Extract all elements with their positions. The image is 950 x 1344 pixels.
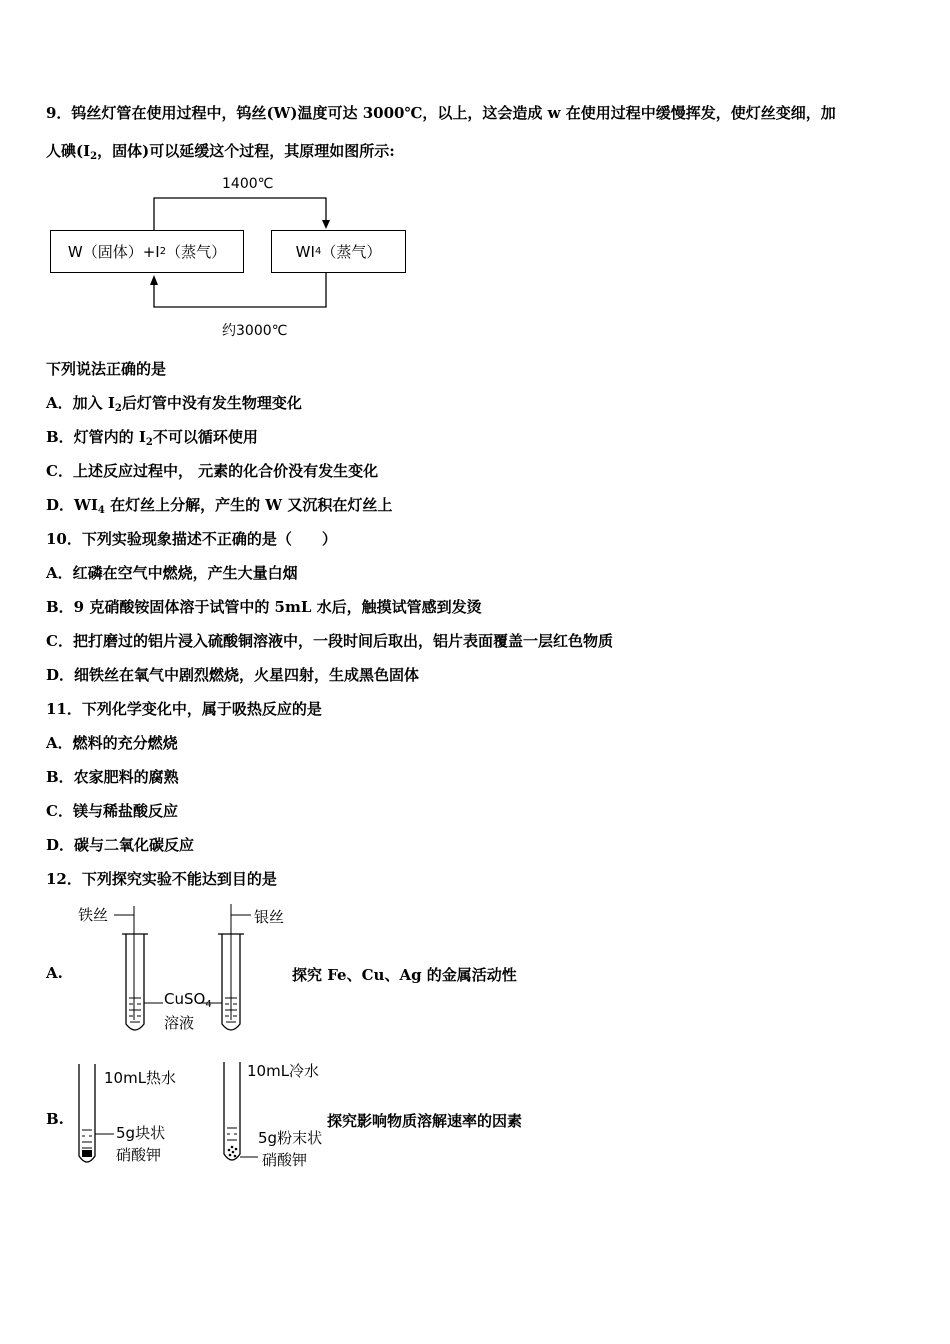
powder-solid: [228, 1146, 238, 1158]
q9-option-c: C．上述反应过程中， 元素的化合价没有发生变化: [46, 462, 379, 480]
q10-option-d: D．细铁丝在氧气中剧烈燃烧，火星四射，生成黑色固体: [46, 666, 420, 684]
lump-solid: [82, 1150, 92, 1157]
q12-option-a-letter: A.: [46, 964, 63, 982]
copper-sulfate-label: CuSO$_4$: [164, 990, 212, 1010]
powder-label: 5g粉末状: [258, 1129, 323, 1147]
product-box: WI 4 （蒸气）: [271, 230, 406, 273]
powder-potassium-nitrate-label: 硝酸钾: [262, 1151, 308, 1169]
q12-option-b-description: 探究影响物质溶解速率的因素: [327, 1112, 523, 1130]
silver-wire-label: 银丝: [254, 908, 285, 926]
hot-tube-outline: [79, 1064, 95, 1162]
q12-stem: 12．下列探究实验不能达到目的是: [46, 870, 277, 888]
q9-text-line2: 人碘($I_2$，固体)可以延缓这个过程，其原理如图所示:: [46, 142, 395, 162]
reactant-box: W（固体）+I 2 （蒸气）: [50, 230, 244, 273]
q11-option-b: B．农家肥料的腐熟: [46, 768, 179, 786]
hot-tube-liquid: [82, 1130, 92, 1148]
q11-option-c: C．镁与稀盐酸反应: [46, 802, 178, 820]
q9-option-a: A．加入 $I_2$后灯管中没有发生物理变化: [46, 394, 302, 414]
lump-label: 5g块状: [116, 1124, 166, 1142]
q11-option-d: D．碳与二氧化碳反应: [46, 836, 195, 854]
q12-option-b-letter: B.: [46, 1110, 64, 1128]
cold-water-label: 10mL冷水: [247, 1062, 320, 1080]
q9-option-d: D．$WI_4$ 在灯丝上分解，产生的 W 又沉积在灯丝上: [46, 496, 393, 516]
q11-option-a: A．燃料的充分燃烧: [46, 734, 178, 752]
q12-option-a-description: 探究 Fe、Cu、Ag 的金属活动性: [292, 966, 517, 984]
bottom-temperature-label: 约3000℃: [222, 323, 288, 339]
solution-label: 溶液: [164, 1014, 195, 1032]
q10-option-a: A．红磷在空气中燃烧，产生大量白烟: [46, 564, 298, 582]
lump-potassium-nitrate-label: 硝酸钾: [116, 1146, 162, 1164]
cold-tube-liquid: [227, 1128, 237, 1140]
hot-water-label: 10mL热水: [104, 1069, 177, 1087]
q10-option-b: B．9 克硝酸铵固体溶于试管中的 5mL 水后，触摸试管感到发烫: [46, 598, 482, 616]
top-temperature-label: 1400℃: [222, 176, 274, 192]
iron-wire-label: 铁丝: [78, 906, 109, 924]
q9-stem: 下列说法正确的是: [46, 360, 167, 378]
q10-option-c: C．把打磨过的铝片浸入硫酸铜溶液中，一段时间后取出，铝片表面覆盖一层红色物质: [46, 632, 613, 650]
cold-tube-outline: [224, 1062, 240, 1160]
q11-stem: 11．下列化学变化中，属于吸热反应的是: [46, 700, 322, 718]
q9-option-b: B．灯管内的 $I_2$不可以循环使用: [46, 428, 258, 448]
q9-text-line1: 9．钨丝灯管在使用过程中，钨丝(W)温度可达 3000℃，以上，这会造成 w 在使用过程中缓慢挥发，使灯丝变细，加: [46, 104, 836, 122]
q10-stem: 10．下列实验现象描述不正确的是（ ）: [46, 530, 337, 548]
